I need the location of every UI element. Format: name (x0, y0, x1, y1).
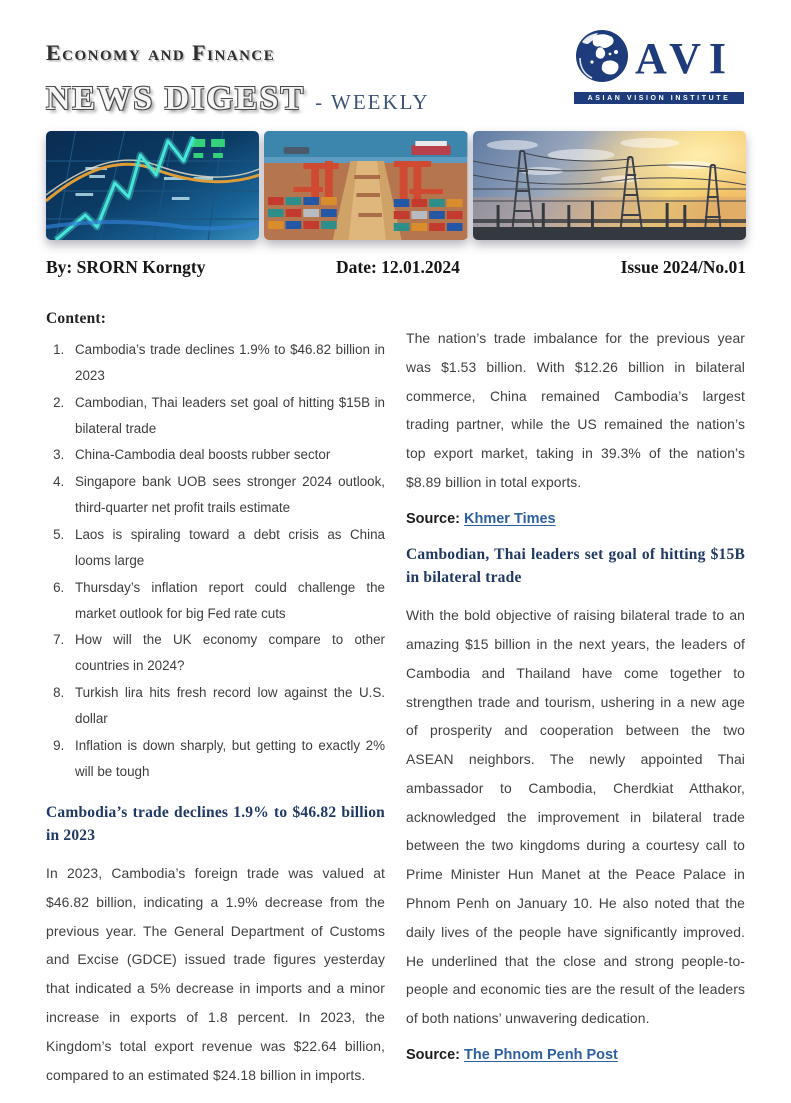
article-1-paragraph-left: In 2023, Cambodia’s foreign trade was valued at $46.82 billion, indicating a 1.9% decrease from the previous year. The General Department of Customs and Excise (GDCE) issued trade figures yesterday that indicated a 5% decrease in imports and a minor increase in exports of 1.8 percent. In 2023, the Kingdom’s total export revenue was $22.64 billion, compared to an estimated $24.18 billion in imports. (46, 865, 385, 1083)
container-port-photo (264, 131, 467, 240)
source-link-phnom-penh-post[interactable]: The Phnom Penh Post (464, 1046, 618, 1063)
article-2-paragraph: With the bold objective of raising bilateral trade to an amazing $15 billion in the next years, the leaders of Cambodia and Thailand have come together to strengthen trade and tourism, ushering in a new age of prosperity and cooperation between the two ASEAN neighbors. The newly appointed Thai ambassador to Cambodia, Cherdkiat Atthakor, acknowledged the improvement in bilateral trade between the two kingdoms during a courtesy call to Prime Minister Hun Manet at the Peace Palace in Phnom Penh on January 10. He also noted that the daily lives of the people have significantly improved. He underlined that the close and strong people-to-people and economic ties are the result of the leaders of both nations’ unwavering dedication. (406, 607, 745, 1027)
source-link-khmer-times[interactable]: Khmer Times (464, 510, 556, 527)
title-block (46, 28, 430, 118)
left-column (46, 310, 385, 1103)
content-list-item: 7. How will the UK economy compare to other countries in 2024? (68, 627, 385, 679)
article-1-heading: Cambodia’s trade declines 1.9% to $46.82 billion in 2023 (46, 803, 385, 844)
source-label: Source: (406, 510, 465, 527)
content-list-item: 4. Singapore bank UOB sees stronger 2024 outlook, third-quarter net profit trails estimate (68, 469, 385, 521)
content-list-item: 8. Turkish lira hits fresh record low against the U.S. dollar (68, 680, 385, 732)
logo-acronym: AVI (635, 33, 735, 83)
article-2-heading: Cambodian, Thai leaders set goal of hitting $15B in bilateral trade (406, 545, 745, 586)
byline-author: By: SRORN Korngty (46, 257, 206, 277)
content-list-item: 9. Inflation is down sharply, but getting to exactly 2% will be tough (68, 733, 385, 785)
byline-row (46, 257, 746, 278)
stock-market-screen-photo (46, 131, 259, 240)
avi-logo-top (574, 28, 744, 89)
logo-org-name: ASIAN VISION INSTITUTE (574, 92, 744, 104)
page-subtitle: - WEEKLY (315, 90, 430, 114)
banner-photo-strip (46, 131, 746, 240)
source-label: Source: (406, 1046, 465, 1063)
byline-issue: Issue 2024/No.01 (620, 257, 746, 277)
content-list-item: 5. Laos is spiraling toward a debt crisis as China looms large (68, 522, 385, 574)
avi-logo (574, 28, 744, 104)
globe-asia-pacific-icon (574, 28, 630, 89)
right-column (406, 310, 745, 1103)
byline-date: Date: 12.01.2024 (336, 257, 460, 277)
masthead (46, 28, 746, 118)
article-1-paragraph-right: The nation’s trade imbalance for the previous year was $1.53 billion. With $12.26 billion in bilateral commerce, China remained Cambodia’s largest trading partner, while the US remained the nation’s top export market, taking in 39.3% of the nation’s $8.89 billion in total exports. (406, 330, 745, 490)
power-grid-sunset-photo (473, 131, 746, 240)
article-1-source-line (406, 511, 745, 527)
content-list-item: 2. Cambodian, Thai leaders set goal of hitting $15B in bilateral trade (68, 390, 385, 442)
kicker-title: Economy and Finance (46, 40, 276, 65)
page-title: NEWS DIGEST (46, 80, 306, 117)
content-list-item: 3. China-Cambodia deal boosts rubber sector (68, 442, 385, 468)
title-row (46, 80, 430, 118)
content-list-item: 1. Cambodia’s trade declines 1.9% to $46.82 billion in 2023 (68, 337, 385, 389)
article-columns (46, 310, 746, 1103)
content-label: Content: (46, 310, 107, 327)
article-2-source-line (406, 1047, 745, 1063)
content-list (46, 337, 385, 785)
content-list-item: 6. Thursday’s inflation report could challenge the market outlook for big Fed rate cuts (68, 575, 385, 627)
